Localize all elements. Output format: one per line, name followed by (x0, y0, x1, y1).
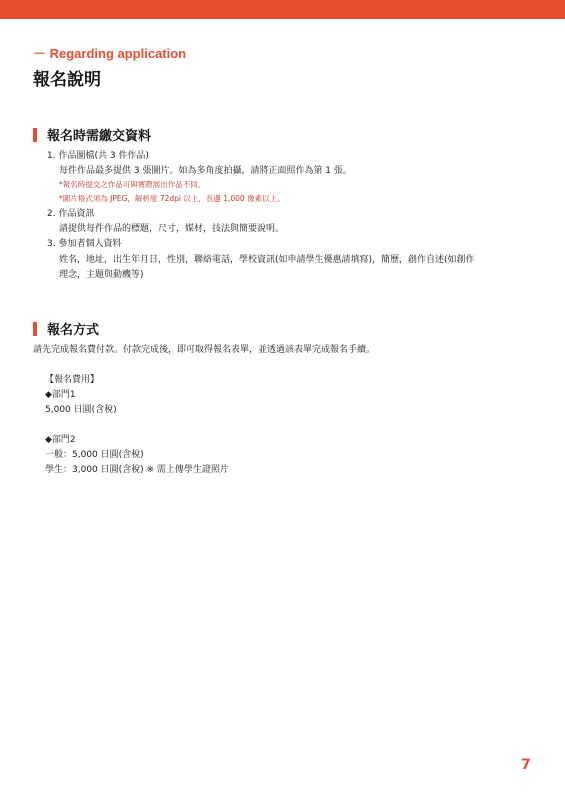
method-intro: 請先完成報名費付款。付款完成後，即可取得報名表單，並透過該表單完成報名手續。 (33, 345, 376, 355)
section-title: 報名時需繳交資料 (47, 129, 152, 144)
item-3-title: 3. 參加者個人資料 (47, 239, 122, 249)
fee-heading: 【報名費用】 (45, 375, 100, 385)
page-title: 報名說明 (33, 70, 101, 90)
dept-2-label: ◆部門2 (45, 435, 76, 445)
item-1-note-1: *報名時提交之作品可與實際展出作品不同。 (59, 180, 206, 189)
dept-2-student-fee: 學生：3,000 日圓(含稅) ※ 需上傳學生證照片 (45, 465, 229, 475)
item-1-description: 每件作品最多提供 3 張圖片。如為多角度拍攝，請將正面照作為第 1 張。 (59, 166, 352, 176)
dept-2-general-fee: 一般：5,000 日圓(含稅) (45, 450, 144, 460)
section-heading-required-materials (33, 125, 151, 144)
item-2-title: 2. 作品資訊 (47, 209, 95, 219)
dept-1-fee: 5,000 日圓(含稅) (45, 405, 117, 415)
top-accent-bar (0, 0, 565, 19)
section-marker-icon (33, 128, 37, 142)
section-marker-icon (33, 322, 37, 336)
item-1-note-2: *圖片格式須為 JPEG，解析度 72dpi 以上，長邊 1,000 像素以上。 (59, 194, 285, 203)
item-2-description: 請提供每件作品的標題，尺寸，媒材，技法與簡要說明。 (59, 224, 285, 234)
section-kicker: － Regarding application (33, 46, 187, 61)
item-3-description-line-2: 理念，主題與動機等) (59, 270, 144, 280)
section-title: 報名方式 (47, 323, 100, 338)
section-heading-application-method (33, 319, 99, 338)
item-1-title: 1. 作品圖檔(共 3 件作品) (47, 151, 149, 161)
page-number: 7 (521, 757, 531, 773)
item-3-description-line-1: 姓名，地址，出生年月日，性別，聯絡電話，學校資訊(如申請學生優惠請填寫)，簡歷，創作自述(如創作 (59, 255, 475, 265)
dept-1-label: ◆部門1 (45, 390, 76, 400)
